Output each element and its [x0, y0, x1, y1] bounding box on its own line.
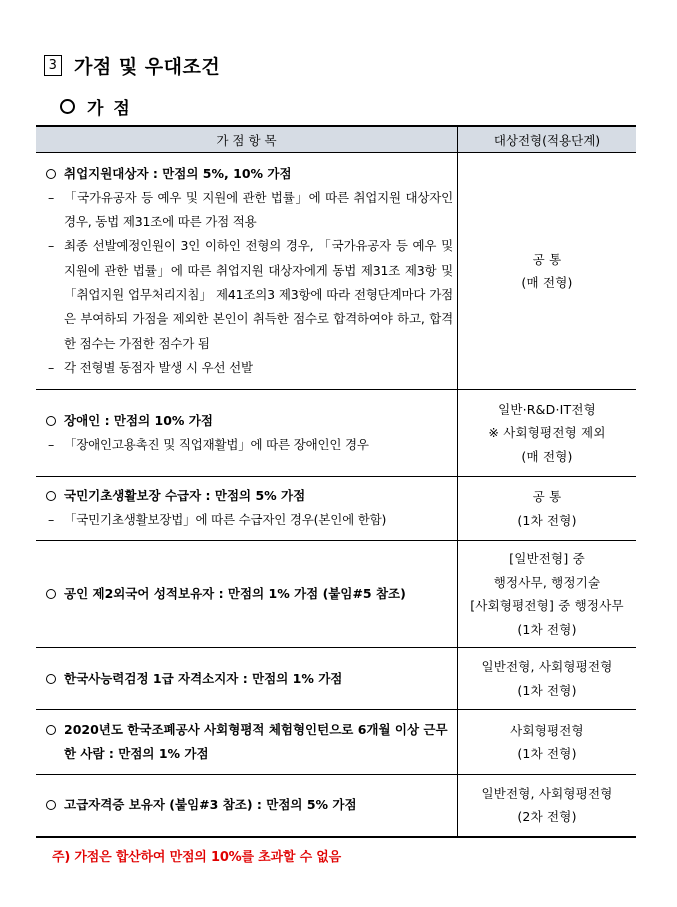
- row-target: 사회형평전형 (1차 전형): [458, 710, 637, 775]
- row-heading: 공인 제2외국어 성적보유자 : 만점의 1% 가점 (붙임#5 참조): [44, 582, 453, 606]
- circle-bullet-icon: [60, 99, 75, 114]
- row-target: 공 통 (매 전형): [458, 153, 637, 390]
- row-target: 공 통 (1차 전형): [458, 477, 637, 541]
- table-row: [36, 648, 636, 710]
- row-heading: 2020년도 한국조폐공사 사회형평적 체험형인턴으로 6개월 이상 근무한 사람 : 만점의 1% 가점: [44, 718, 453, 766]
- row-target: 일반전형, 사회형평전형 (1차 전형): [458, 648, 637, 710]
- row-bullet: – 「국민기초생활보장법」에 따른 수급자인 경우(본인에 한함): [48, 512, 387, 528]
- circle-bullet-icon: [46, 169, 56, 179]
- section-title-text: 가점 및 우대조건: [74, 56, 221, 78]
- row-bullet: – 각 전형별 동점자 발생 시 우선 선발: [48, 359, 253, 375]
- circle-bullet-icon: [46, 725, 56, 735]
- row-heading: 고급자격증 보유자 (붙임#3 참조) : 만점의 5% 가점: [44, 793, 453, 817]
- row-target: [일반전형] 중 행정사무, 행정기술 [사회형평전형] 중 행정사무 (1차 전형): [458, 541, 637, 648]
- circle-bullet-icon: [46, 416, 56, 426]
- table-row: [36, 390, 636, 477]
- row-bullet: – 「국가유공자 등 예우 및 지원에 관한 법률」에 따른 취업지원 대상자인 경우, 동법 제31조에 따른 가점 적용: [48, 189, 453, 230]
- table-row: [36, 775, 636, 837]
- column-header-target: 대상전형(적용단계): [458, 126, 637, 153]
- table-row: [36, 541, 636, 648]
- row-heading: 장애인 : 만점의 10% 가점: [44, 409, 453, 433]
- row-heading: 한국사능력검정 1급 자격소지자 : 만점의 1% 가점: [44, 667, 453, 691]
- table-row: [36, 710, 636, 775]
- row-bullet: – 최종 선발예정인원이 3인 이하인 전형의 경우, 「국가유공자 등 예우 및 지원에 관한 법률」에 따른 취업지원 대상자에게 동법 제31조 제3항 및 「취업지원 업무처리지침」 제41조의3 제3항에 따라 전형단계마다 가점은 부여하되 가점을 제외한 본인이 취득한 점수로 합격하여야 하고, 합격한 점수는 가점한 점수가 됨: [48, 238, 453, 351]
- circle-bullet-icon: [46, 800, 56, 810]
- table-row: [36, 477, 636, 541]
- subsection-title: [60, 94, 132, 119]
- circle-bullet-icon: [46, 589, 56, 599]
- row-target: 일반·R&D·IT전형 ※ 사회형평전형 제외 (매 전형): [458, 390, 637, 477]
- table-row: [36, 153, 636, 390]
- section-number: 3: [44, 55, 62, 76]
- footnote: 주) 가점은 합산하여 만점의 10%를 초과할 수 없음: [52, 850, 341, 865]
- circle-bullet-icon: [46, 491, 56, 501]
- bonus-points-table: [36, 125, 636, 838]
- subsection-title-text: 가 점: [87, 99, 132, 119]
- row-heading: 국민기초생활보장 수급자 : 만점의 5% 가점: [44, 484, 453, 508]
- column-header-item: 가 점 항 목: [36, 126, 458, 153]
- row-heading: 취업지원대상자 : 만점의 5%, 10% 가점: [44, 162, 453, 186]
- row-bullet: – 「장애인고용촉진 및 직업재활법」에 따른 장애인인 경우: [48, 436, 369, 452]
- row-target: 일반전형, 사회형평전형 (2차 전형): [458, 775, 637, 837]
- section-title: [44, 52, 220, 79]
- circle-bullet-icon: [46, 674, 56, 684]
